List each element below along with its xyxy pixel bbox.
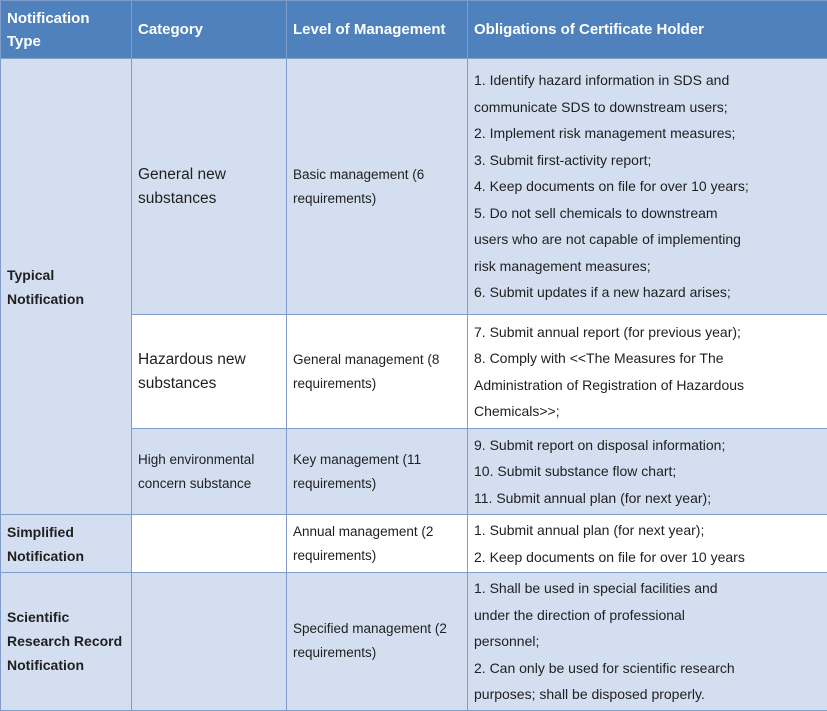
header-notification-type: Notification Type xyxy=(1,1,132,59)
obligation-line: 3. Submit first-activity report; xyxy=(474,147,821,174)
notification-type-typical: Typical Notification xyxy=(1,59,132,515)
obligation-line: 11. Submit annual plan (for next year); xyxy=(474,485,821,512)
obligation-line: 8. Comply with <<The Measures for The xyxy=(474,345,821,372)
obligations-cell xyxy=(468,59,827,315)
obligation-line: under the direction of professional xyxy=(474,602,821,629)
table-row xyxy=(1,515,827,573)
header-obligations: Obligations of Certificate Holder xyxy=(468,1,827,59)
obligations-cell xyxy=(468,515,827,573)
obligation-line: 6. Submit updates if a new hazard arises; xyxy=(474,279,821,306)
obligation-line: purposes; shall be disposed properly. xyxy=(474,681,821,708)
category-cell xyxy=(132,573,287,711)
obligation-line: 2. Implement risk management measures; xyxy=(474,120,821,147)
level-cell: Key management (11 requirements) xyxy=(287,429,468,515)
obligation-line: users who are not capable of implementing xyxy=(474,226,821,253)
obligation-line: 7. Submit annual report (for previous year); xyxy=(474,319,821,346)
obligation-line: 4. Keep documents on file for over 10 years; xyxy=(474,173,821,200)
level-cell: Annual management (2 requirements) xyxy=(287,515,468,573)
table-row xyxy=(1,59,827,315)
category-cell: Hazardous new substances xyxy=(132,315,287,429)
obligation-line: 1. Identify hazard information in SDS and xyxy=(474,67,821,94)
header-row xyxy=(1,1,827,59)
table-row xyxy=(1,573,827,711)
obligation-line: 9. Submit report on disposal information; xyxy=(474,432,821,459)
obligations-cell xyxy=(468,315,827,429)
notification-type-simplified: Simplified Notification xyxy=(1,515,132,573)
obligations-cell xyxy=(468,429,827,515)
category-cell: General new substances xyxy=(132,59,287,315)
obligation-line: risk management measures; xyxy=(474,253,821,280)
obligation-line: Administration of Registration of Hazardous xyxy=(474,372,821,399)
obligation-line: communicate SDS to downstream users; xyxy=(474,94,821,121)
category-cell xyxy=(132,515,287,573)
level-cell: Basic management (6 requirements) xyxy=(287,59,468,315)
obligation-line: 10. Submit substance flow chart; xyxy=(474,458,821,485)
obligation-line: personnel; xyxy=(474,628,821,655)
obligation-line: 5. Do not sell chemicals to downstream xyxy=(474,200,821,227)
obligation-line: 2. Keep documents on file for over 10 years xyxy=(474,544,821,571)
header-level-of-management: Level of Management xyxy=(287,1,468,59)
obligation-line: 1. Submit annual plan (for next year); xyxy=(474,517,821,544)
obligation-line: 1. Shall be used in special facilities and xyxy=(474,575,821,602)
obligations-cell xyxy=(468,573,827,711)
category-cell: High environmental concern substance xyxy=(132,429,287,515)
level-cell: Specified management (2 requirements) xyxy=(287,573,468,711)
notification-type-scientific: Scientific Research Record Notification xyxy=(1,573,132,711)
level-cell: General management (8 requirements) xyxy=(287,315,468,429)
obligation-line: Chemicals>>; xyxy=(474,398,821,425)
obligation-line: 2. Can only be used for scientific research xyxy=(474,655,821,682)
header-category: Category xyxy=(132,1,287,59)
